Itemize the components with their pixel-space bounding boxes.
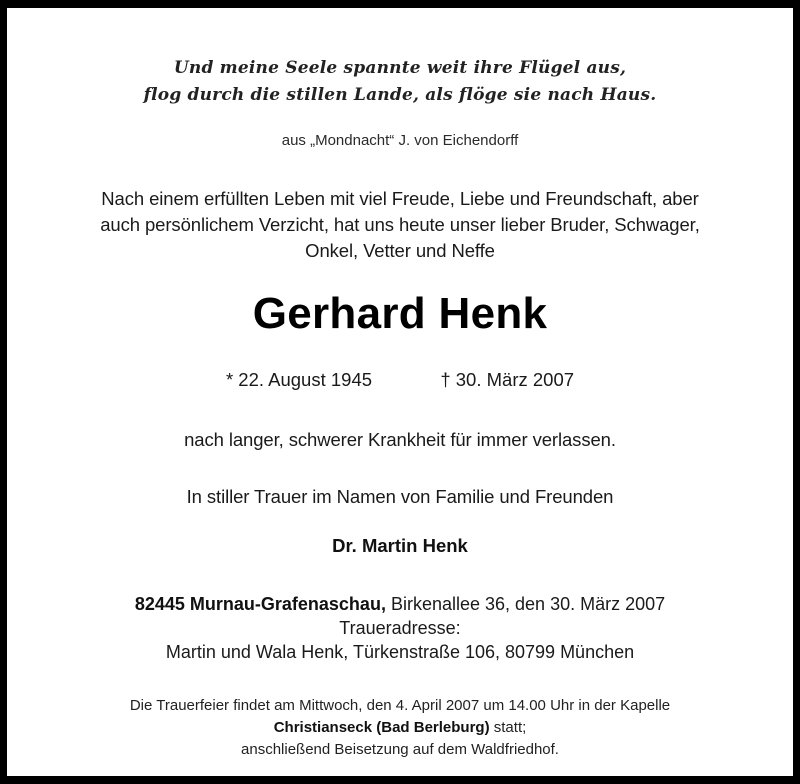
chapel-name: Christianseck (Bad Berleburg) (273, 719, 490, 736)
poem-line-2: flog durch die stillen Lande, als flöge sie nach Haus. (143, 85, 657, 105)
birth-date: * 22. August 1945 (225, 369, 373, 390)
death-date: † 30. März 2007 (440, 369, 575, 390)
intro-line-1: Nach einem erfüllten Leben mit viel Freude, Liebe und Freundschaft, aber (101, 188, 699, 209)
life-dates (7, 369, 793, 391)
funeral-line-1: Die Trauerfeier findet am Mittwoch, den 4. April 2007 um 14.00 Uhr in der Kapelle (129, 697, 671, 714)
signer-name: Dr. Martin Henk (332, 535, 468, 556)
poem-citation: aus „Mondnacht“ J. von Eichendorff (281, 132, 519, 149)
funeral-line-2-rest: statt; (489, 719, 527, 736)
funeral-line-3: anschließend Beisetzung auf dem Waldfriedhof. (241, 741, 559, 758)
mourning-address-label: Traueradresse: (339, 618, 461, 638)
poem-line-1: Und meine Seele spannte weit ihre Flügel aus, (173, 58, 627, 78)
deceased-name: Gerhard Henk (252, 289, 548, 338)
mourning-address: Martin und Wala Henk, Türkenstraße 106, 80799 München (165, 642, 635, 662)
place-date-line (7, 594, 793, 615)
closing-line: nach langer, schwerer Krankheit für immer verlassen. (184, 429, 616, 450)
funeral-line-2 (7, 719, 793, 736)
intro-line-3: Onkel, Vetter und Neffe (305, 240, 495, 261)
intro-line-2: auch persönlichem Verzicht, hat uns heute unser lieber Bruder, Schwager, (100, 214, 700, 235)
mourning-text: In stiller Trauer im Namen von Familie und Freunden (186, 486, 614, 507)
obituary-notice (7, 8, 793, 776)
place-bold: 82445 Murnau-Grafenaschau, (134, 594, 386, 614)
place-rest: Birkenallee 36, den 30. März 2007 (385, 594, 666, 614)
